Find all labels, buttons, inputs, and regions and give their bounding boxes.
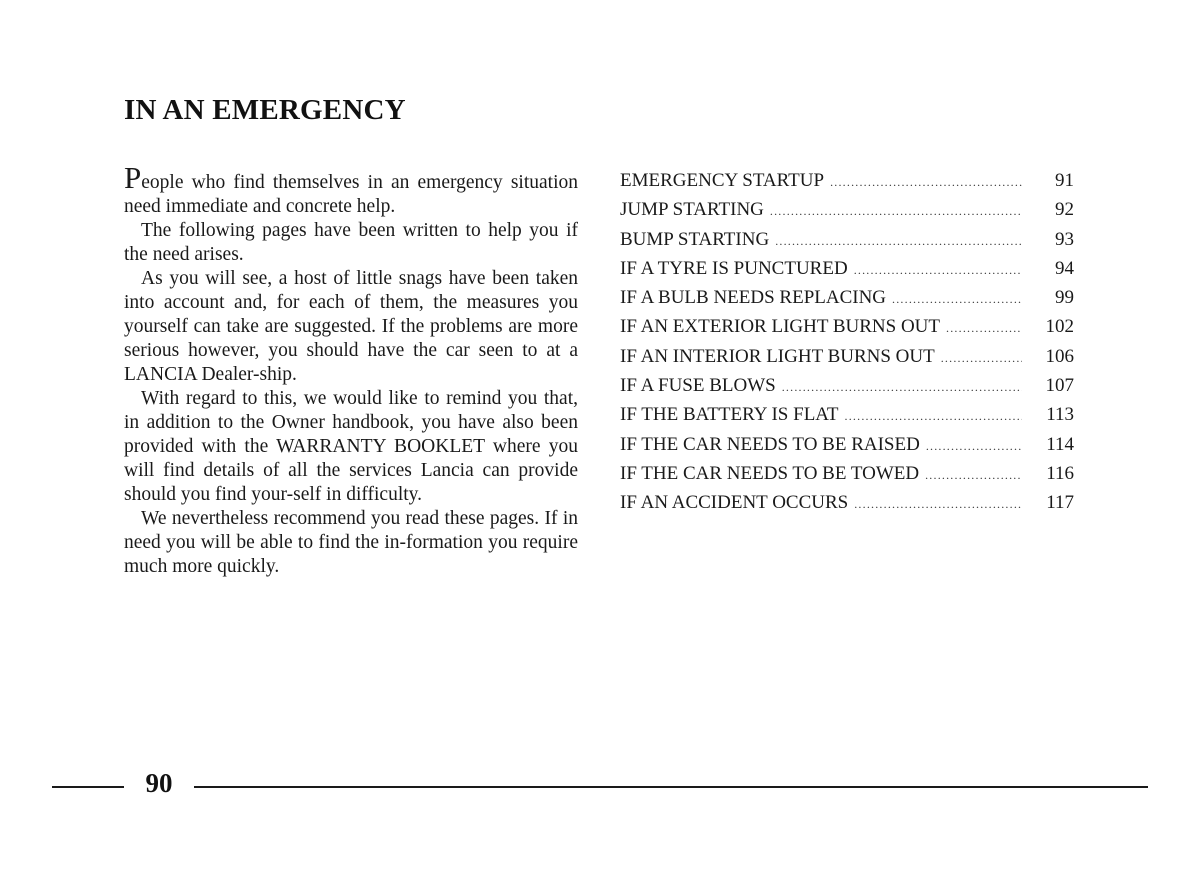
toc-label: EMERGENCY STARTUP: [620, 170, 825, 191]
toc-label: IF THE BATTERY IS FLAT: [620, 404, 839, 426]
toc-entry-bulb-replacing[interactable]: [620, 284, 1074, 313]
toc-page-number: 99: [1055, 287, 1074, 309]
toc-label: IF A FUSE BLOWS: [620, 375, 776, 397]
page-title: IN AN EMERGENCY: [124, 94, 406, 126]
toc-entry-battery-flat[interactable]: [620, 401, 1074, 430]
toc-label: JUMP STARTING: [620, 199, 764, 221]
toc-leader-dots: [845, 403, 1022, 430]
toc-leader-dots: [770, 198, 1022, 225]
toc-leader-dots: [925, 462, 1022, 489]
footer-rule-left: [52, 786, 124, 788]
toc-entry-bump-starting[interactable]: [620, 226, 1074, 255]
drop-cap: P: [124, 160, 142, 195]
toc-entry-tyre-punctured[interactable]: [620, 255, 1074, 284]
intro-paragraph-1: [124, 160, 578, 219]
toc-leader-dots: [854, 491, 1022, 518]
toc-leader-dots: [926, 433, 1022, 460]
toc-page-number: 107: [1045, 375, 1074, 397]
toc-page-number: 114: [1046, 433, 1074, 455]
intro-paragraph-1-text: eople who find themselves in an emergency situation need immediate and concrete help.: [124, 172, 578, 217]
intro-paragraph-5: We nevertheless recommend you read these pages. If in need you will be able to find the in-formation you require much more quickly.: [124, 508, 578, 577]
toc-entry-interior-light[interactable]: [620, 343, 1074, 372]
toc-label: IF THE CAR NEEDS TO BE RAISED: [620, 433, 920, 455]
toc-entry-fuse-blows[interactable]: [620, 372, 1074, 401]
toc-page-number: 91: [1055, 170, 1074, 191]
intro-text: [124, 160, 578, 579]
toc-entry-exterior-light[interactable]: [620, 313, 1074, 342]
toc-label: IF AN EXTERIOR LIGHT BURNS OUT: [620, 316, 941, 338]
intro-paragraph-2: The following pages have been written to help you if the need arises.: [124, 220, 578, 265]
intro-paragraph-3: As you will see, a host of little snags have been taken into account and, for each of them, the measures you yourself can take are suggested. If the problems are more serious however, you should have the car seen to at a LANCIA Dealer-ship.: [124, 268, 578, 385]
toc-leader-dots: [946, 315, 1022, 342]
toc-label: IF THE CAR NEEDS TO BE TOWED: [620, 462, 920, 484]
toc-page-number: 117: [1046, 492, 1074, 514]
page-number: 90: [145, 768, 173, 798]
toc-page-number: 106: [1045, 345, 1074, 367]
toc-leader-dots: [775, 228, 1022, 255]
toc-entry-jump-starting[interactable]: [620, 196, 1074, 225]
toc-entry-car-raised[interactable]: [620, 431, 1074, 460]
toc-leader-dots: [854, 257, 1022, 284]
toc-leader-dots: [830, 169, 1022, 196]
toc-leader-dots: [892, 286, 1022, 313]
toc-label: BUMP STARTING: [620, 228, 770, 250]
toc-page-number: 92: [1055, 199, 1074, 221]
toc-entry-emergency-startup[interactable]: [620, 167, 1074, 196]
toc-page-number: 102: [1045, 316, 1074, 338]
toc-label: IF A TYRE IS PUNCTURED: [620, 257, 848, 279]
toc-label: IF AN ACCIDENT OCCURS: [620, 492, 849, 514]
toc-leader-dots: [941, 345, 1022, 372]
toc-page-number: 94: [1055, 257, 1074, 279]
toc-entry-accident-occurs[interactable]: [620, 489, 1074, 518]
intro-paragraph-4: With regard to this, we would like to remind you that, in addition to the Owner handbook, you have also been provided with the WARRANTY BOOKLET where you will find details of all the services Lancia can provide should you find your-self in difficulty.: [124, 388, 578, 505]
toc-page-number: 113: [1046, 404, 1074, 426]
footer-rule-right: [194, 786, 1148, 788]
toc-page-number: 116: [1046, 462, 1074, 484]
toc-page-number: 93: [1055, 228, 1074, 250]
toc-label: IF AN INTERIOR LIGHT BURNS OUT: [620, 345, 935, 367]
table-of-contents: [620, 167, 1074, 519]
toc-label: IF A BULB NEEDS REPLACING: [620, 287, 887, 309]
toc-leader-dots: [782, 374, 1022, 401]
toc-entry-car-towed[interactable]: [620, 460, 1074, 489]
